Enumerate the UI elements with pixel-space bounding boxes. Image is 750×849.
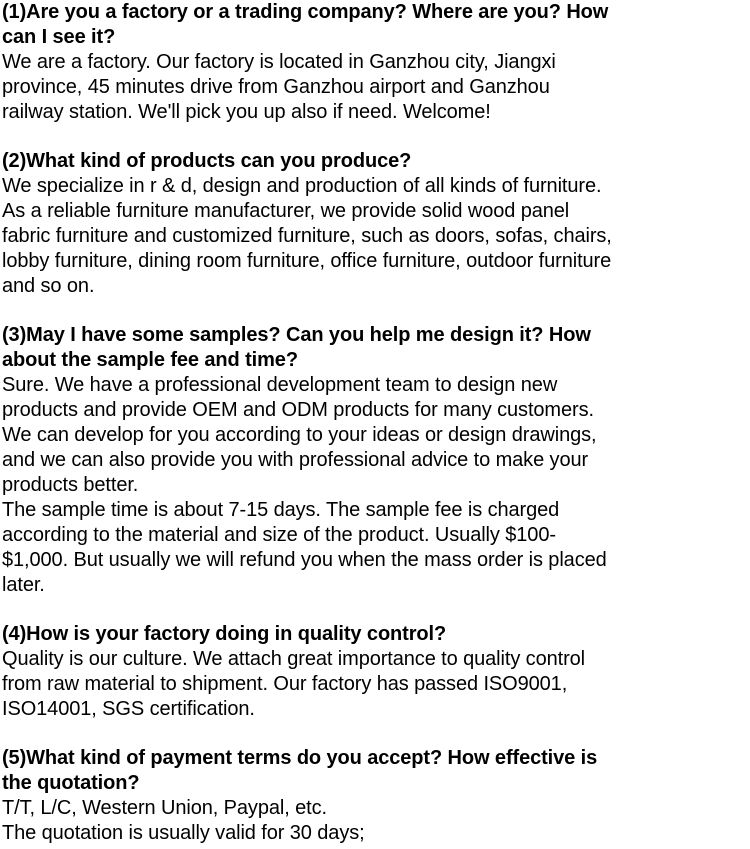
question-line: the quotation? xyxy=(2,772,140,794)
faq-answer xyxy=(2,174,750,299)
faq-question xyxy=(2,323,750,373)
answer-line: T/T, L/C, Western Union, Paypal, etc. xyxy=(2,797,327,819)
faq-question xyxy=(2,0,750,50)
answer-line: We are a factory. Our factory is located in Ganzhou city, Jiangxi xyxy=(2,51,556,73)
answer-line: $1,000. But usually we will refund you when the mass order is placed xyxy=(2,549,607,571)
question-line: (2)What kind of products can you produce? xyxy=(2,150,412,172)
faq-item-factory-location xyxy=(2,0,750,125)
faq-answer xyxy=(2,796,750,846)
faq-item-products xyxy=(2,149,750,299)
faq-item-payment-terms xyxy=(2,746,750,846)
question-line: (4)How is your factory doing in quality control? xyxy=(2,623,447,645)
question-line: about the sample fee and time? xyxy=(2,349,298,371)
question-line: (5)What kind of payment terms do you accept? How effective is xyxy=(2,747,598,769)
answer-line: from raw material to shipment. Our factory has passed ISO9001, xyxy=(2,673,568,695)
question-line: can I see it? xyxy=(2,26,116,48)
answer-line: We can develop for you according to your ideas or design drawings, xyxy=(2,424,597,446)
answer-line: and so on. xyxy=(2,275,95,297)
answer-line: fabric furniture and customized furniture, such as doors, sofas, chairs, xyxy=(2,225,612,247)
question-line: (3)May I have some samples? Can you help me design it? How xyxy=(2,324,591,346)
answer-line: products better. xyxy=(2,474,139,496)
answer-line: province, 45 minutes drive from Ganzhou airport and Ganzhou xyxy=(2,76,550,98)
answer-line: later. xyxy=(2,574,45,596)
answer-line: As a reliable furniture manufacturer, we provide solid wood panel xyxy=(2,200,570,222)
faq-question xyxy=(2,622,750,647)
answer-line: We specialize in r & d, design and production of all kinds of furniture. xyxy=(2,175,602,197)
faq-item-samples xyxy=(2,323,750,598)
answer-line: The sample time is about 7-15 days. The sample fee is charged xyxy=(2,499,560,521)
answer-line: Sure. We have a professional development team to design new xyxy=(2,374,558,396)
faq-item-quality-control xyxy=(2,622,750,722)
faq-answer xyxy=(2,373,750,598)
answer-line: ISO14001, SGS certification. xyxy=(2,698,255,720)
faq-question xyxy=(2,746,750,796)
answer-line: Quality is our culture. We attach great importance to quality control xyxy=(2,648,586,670)
answer-line: according to the material and size of the product. Usually $100- xyxy=(2,524,556,546)
faq-answer xyxy=(2,647,750,722)
answer-line: The quotation is usually valid for 30 days; xyxy=(2,822,365,844)
answer-line: railway station. We'll pick you up also if need. Welcome! xyxy=(2,101,491,123)
answer-line: products and provide OEM and ODM products for many customers. xyxy=(2,399,594,421)
answer-line: and we can also provide you with professional advice to make your xyxy=(2,449,589,471)
faq-answer xyxy=(2,50,750,125)
question-line: (1)Are you a factory or a trading company? Where are you? How xyxy=(2,1,609,23)
faq-question xyxy=(2,149,750,174)
answer-line: lobby furniture, dining room furniture, office furniture, outdoor furniture xyxy=(2,250,612,272)
